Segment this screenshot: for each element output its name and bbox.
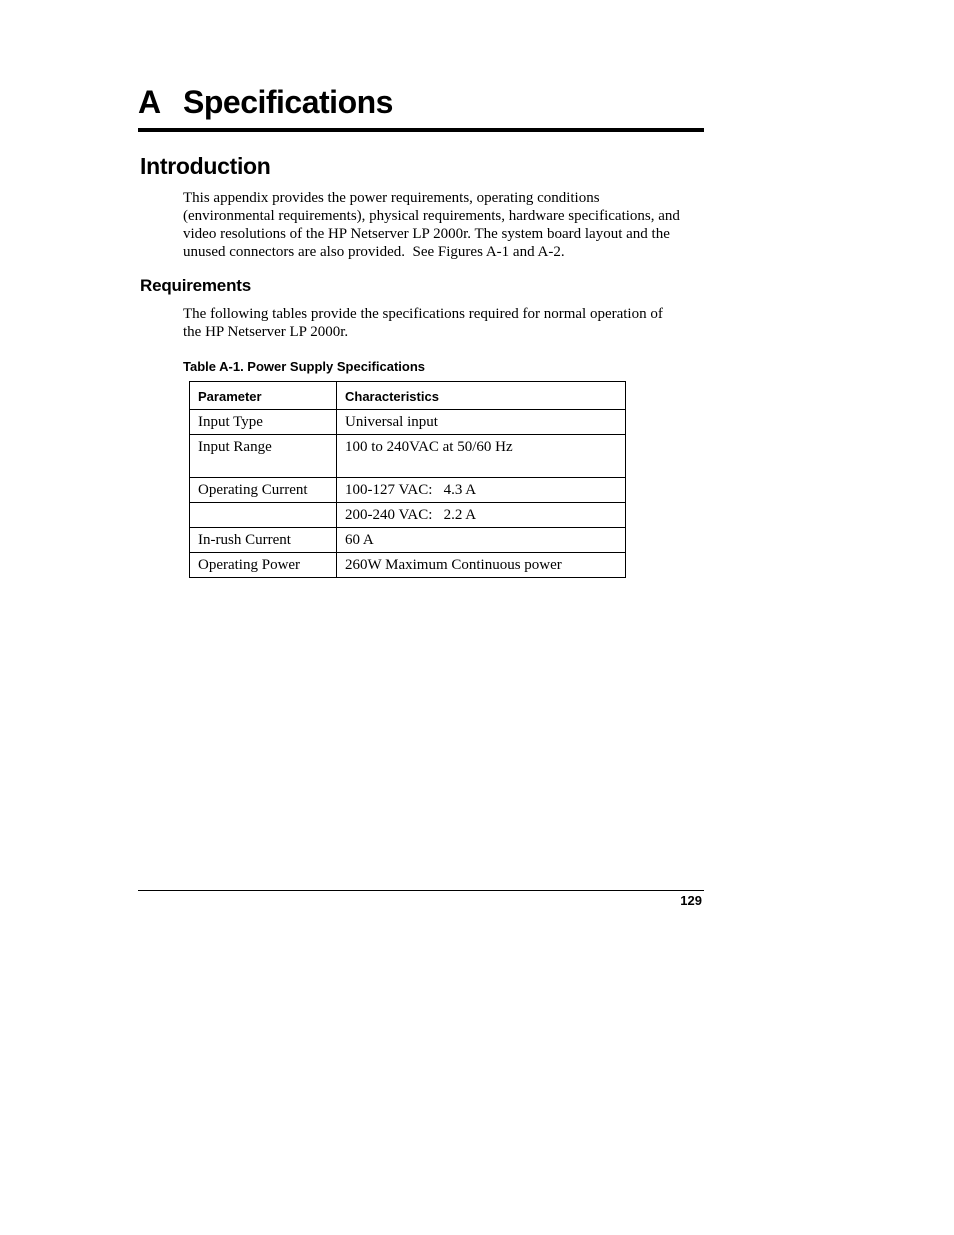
power-supply-table [189, 381, 626, 578]
table-row [190, 478, 626, 503]
table-cell-parameter: Input Type [190, 410, 337, 435]
table-row [190, 528, 626, 553]
table-row [190, 503, 626, 528]
column-header-parameter: Parameter [190, 382, 337, 410]
introduction-line: unused connectors are also provided. See Figures A-1 and A-2. [183, 244, 565, 260]
requirements-line: the HP Netserver LP 2000r. [183, 324, 349, 340]
requirements-paragraph [183, 305, 703, 341]
chapter-divider [138, 128, 704, 132]
table-cell-parameter: Operating Current [190, 478, 337, 503]
table-header-row [190, 382, 626, 410]
table-cell-characteristics: 260W Maximum Continuous power [337, 553, 626, 578]
column-header-characteristics: Characteristics [337, 382, 626, 410]
introduction-line: video resolutions of the HP Netserver LP 2000r. The system board layout and the [183, 226, 670, 242]
chapter-letter: A [138, 84, 161, 120]
subsection-heading-requirements: Requirements [140, 276, 251, 295]
table-caption: Table A-1. Power Supply Specifications [183, 359, 425, 374]
section-heading-introduction: Introduction [140, 153, 271, 179]
table-row [190, 553, 626, 578]
table-cell-parameter: Input Range [190, 435, 337, 478]
table-cell-characteristics: 60 A [337, 528, 626, 553]
table-cell-parameter: In-rush Current [190, 528, 337, 553]
table-cell-characteristics: 200-240 VAC: 2.2 A [337, 503, 626, 528]
introduction-paragraph [183, 189, 703, 261]
table-cell-characteristics: 100 to 240VAC at 50/60 Hz [337, 435, 626, 478]
requirements-line: The following tables provide the specifications required for normal operation of [183, 306, 663, 322]
table-cell-parameter [190, 503, 337, 528]
table-cell-parameter: Operating Power [190, 553, 337, 578]
footer-divider [138, 890, 704, 891]
table-row [190, 410, 626, 435]
chapter-title-text: Specifications [183, 84, 393, 120]
chapter-title [138, 80, 393, 124]
table-cell-characteristics: 100-127 VAC: 4.3 A [337, 478, 626, 503]
table-cell-characteristics: Universal input [337, 410, 626, 435]
introduction-line: (environmental requirements), physical requirements, hardware specifications, and [183, 208, 680, 224]
table-row [190, 435, 626, 478]
introduction-line: This appendix provides the power requirements, operating conditions [183, 190, 600, 206]
page-number: 129 [680, 893, 702, 908]
